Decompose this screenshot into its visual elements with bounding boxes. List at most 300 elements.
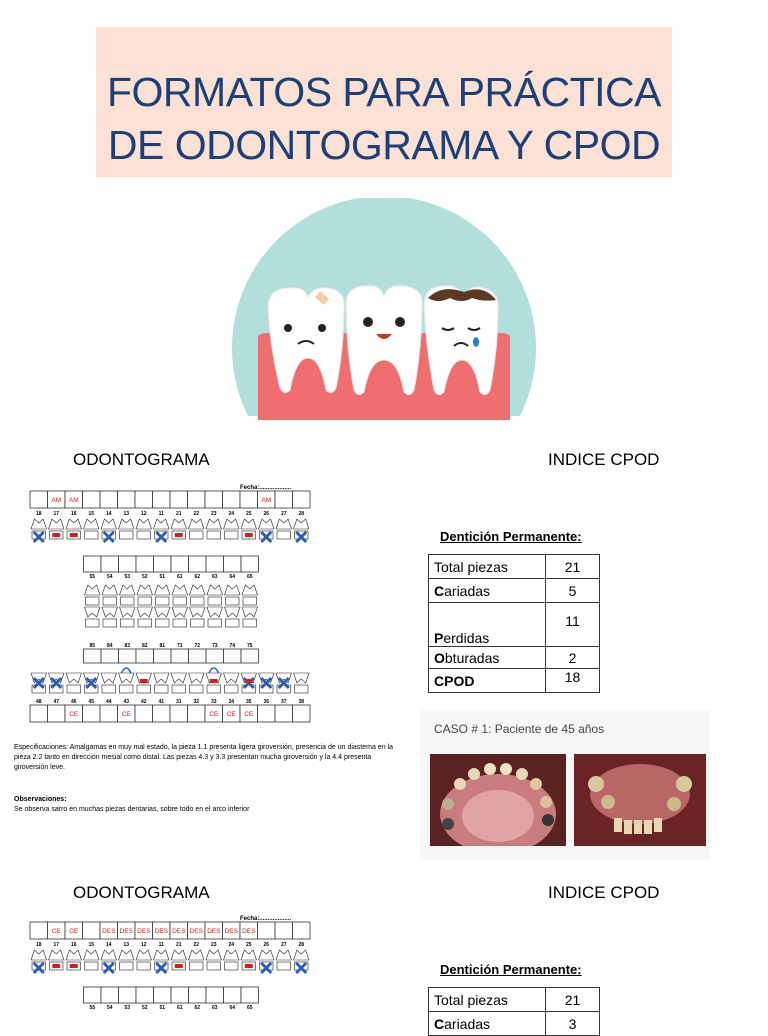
lower-tooth-crown: [171, 673, 187, 683]
tooth-number: 52: [141, 1005, 148, 1011]
deciduous-lower-box-cell: [189, 649, 207, 663]
tooth-number: 26: [263, 511, 270, 517]
title-banner: [96, 27, 672, 177]
upper-tooth-crown: [171, 950, 187, 960]
lower-box-label: CE: [209, 711, 219, 718]
upper-tooth-crown: [276, 950, 292, 960]
deciduous-upper-tooth-surface: [86, 597, 100, 605]
tooth-number: 75: [246, 643, 253, 649]
upper-box-label: DES: [137, 928, 151, 935]
deciduous-lower-tooth-crown: [242, 607, 258, 617]
tooth-number: 61: [176, 574, 183, 580]
upper-tooth-crown: [119, 950, 135, 960]
tooth-number: 28: [298, 942, 305, 948]
deciduous-upper-box-cell: [189, 556, 207, 572]
upper-box-label: DES: [189, 928, 203, 935]
upper-tooth-crown: [84, 950, 100, 960]
deciduous-lower-tooth-crown: [155, 607, 171, 617]
deciduous-upper-tooth-surface: [226, 597, 240, 605]
upper-tooth-crown: [66, 950, 82, 960]
cpod-label-cell: Total piezas: [429, 988, 546, 1012]
tooth-number: 64: [229, 1005, 236, 1011]
tooth-number: 16: [70, 511, 77, 517]
deciduous-lower-tooth-crown: [85, 607, 101, 617]
tooth-number: 13: [123, 942, 130, 948]
lower-tooth-crown: [154, 673, 170, 683]
cpod-value-cell: 11: [546, 603, 600, 647]
tooth-number: 47: [53, 699, 60, 705]
tooth-number: 18: [35, 511, 42, 517]
tooth-number: 21: [175, 511, 182, 517]
upper-tooth-surface: [85, 531, 99, 539]
tooth-number: 55: [89, 574, 96, 580]
deciduous-upper-tooth-surface: [156, 597, 170, 605]
tooth-number: 24: [228, 942, 235, 948]
upper-tooth-crown: [84, 519, 100, 529]
deciduous-lower-box-cell: [154, 649, 172, 663]
rotation-mark: [122, 668, 132, 673]
deciduous-lower-tooth-crown: [120, 607, 136, 617]
deciduous-lower-tooth-surface: [173, 619, 187, 627]
lower-tooth-surface: [102, 685, 116, 693]
lower-arch-photo: [574, 754, 706, 846]
cpod-row: [429, 603, 600, 647]
filling-mark: [140, 679, 148, 683]
tooth-number: 37: [280, 699, 287, 705]
tooth-number: 46: [70, 699, 77, 705]
filling-mark: [175, 964, 183, 968]
upper-box-cell: [153, 491, 171, 508]
deciduous-upper-tooth-surface: [103, 597, 117, 605]
upper-box-cell: [170, 491, 188, 508]
lower-box-cell: [153, 705, 171, 722]
upper-tooth-surface: [207, 962, 221, 970]
filling-mark: [70, 533, 78, 537]
upper-tooth-crown: [259, 950, 275, 960]
upper-tooth-surface: [190, 531, 204, 539]
upper-tooth-surface: [137, 962, 151, 970]
deciduous-upper-box-cell: [119, 987, 137, 1003]
upper-tooth-crown: [49, 519, 65, 529]
upper-tooth-crown: [189, 950, 205, 960]
caso-panel: [420, 710, 710, 860]
denticion-label-1: Dentición Permanente:: [440, 529, 582, 544]
upper-tooth-surface: [225, 531, 239, 539]
cpod-value-cell: 3: [546, 1012, 600, 1036]
upper-box-label: CE: [51, 928, 61, 935]
deciduous-upper-box-cell: [224, 987, 242, 1003]
deciduous-upper-box-cell: [154, 987, 172, 1003]
cpod-row: [429, 579, 600, 603]
lower-box-cell: [258, 705, 276, 722]
deciduous-upper-tooth-surface: [243, 597, 257, 605]
lower-box-cell: [83, 705, 101, 722]
lower-tooth-crown: [66, 673, 82, 683]
cpod-value-cell: 2: [546, 647, 600, 669]
upper-box-label: DES: [154, 928, 168, 935]
upper-tooth-crown: [66, 519, 82, 529]
deciduous-upper-box-cell: [171, 556, 189, 572]
upper-tooth-crown: [154, 950, 170, 960]
cpod-table-1: [428, 554, 600, 693]
cpod-value-cell: 5: [546, 579, 600, 603]
lower-box-cell: [275, 705, 293, 722]
deciduous-upper-tooth-surface: [191, 597, 205, 605]
observaciones-text: Se observa sarro en muchas piezas dentarias, sobre todo en el arco inferior: [14, 806, 250, 813]
filling-mark: [245, 679, 253, 683]
tooth-number: 62: [194, 1005, 201, 1011]
tooth-number: 54: [106, 574, 113, 580]
tooth-number: 27: [280, 511, 287, 517]
tooth-number: 18: [35, 942, 42, 948]
deciduous-lower-tooth-surface: [208, 619, 222, 627]
lower-tooth-surface: [172, 685, 186, 693]
upper-tooth-surface: [85, 962, 99, 970]
upper-tooth-crown: [189, 519, 205, 529]
tooth-number: 23: [210, 942, 217, 948]
upper-box-label: AM: [51, 497, 62, 504]
tooth-number: 38: [298, 699, 305, 705]
cpod-label-cell: Obturadas: [429, 647, 546, 669]
upper-box-cell: [275, 922, 293, 939]
filling-mark: [70, 964, 78, 968]
deciduous-upper-tooth-crown: [85, 585, 101, 595]
upper-box-label: DES: [224, 928, 238, 935]
cpod-label-cell: Cariadas: [429, 1012, 546, 1036]
deciduous-lower-tooth-surface: [86, 619, 100, 627]
odontograma-heading-2: ODONTOGRAMA: [73, 883, 210, 902]
odontogram-chart-1: [20, 483, 340, 725]
deciduous-lower-tooth-crown: [225, 607, 241, 617]
tooth-number: 83: [124, 643, 131, 649]
tooth-number: 13: [123, 511, 130, 517]
tooth-number: 84: [106, 643, 113, 649]
deciduous-lower-tooth-surface: [156, 619, 170, 627]
fecha-label: Fecha:...................: [240, 916, 292, 922]
deciduous-upper-box-cell: [224, 556, 242, 572]
cpod-heading-2: INDICE CPOD: [548, 883, 660, 902]
upper-box-cell: [258, 922, 276, 939]
tooth-number: 61: [176, 1005, 183, 1011]
deciduous-lower-box-cell: [136, 649, 154, 663]
tooth-number: 65: [246, 574, 253, 580]
upper-box-cell: [118, 491, 136, 508]
tooth-number: 65: [246, 1005, 253, 1011]
upper-arch-photo: [430, 754, 566, 846]
upper-box-label: AM: [68, 497, 79, 504]
tooth-number: 43: [123, 699, 130, 705]
tooth-number: 85: [89, 643, 96, 649]
rotation-mark: [209, 668, 219, 673]
tooth-number: 34: [228, 699, 235, 705]
upper-tooth-surface: [207, 531, 221, 539]
upper-box-cell: [223, 491, 241, 508]
cpod-label-cell: Total piezas: [429, 555, 546, 579]
deciduous-lower-tooth-surface: [121, 619, 135, 627]
upper-tooth-surface: [137, 531, 151, 539]
tooth-number: 16: [70, 942, 77, 948]
deciduous-upper-tooth-crown: [102, 585, 118, 595]
tooth-number: 48: [35, 699, 42, 705]
upper-box-cell: [275, 491, 293, 508]
tooth-number: 23: [210, 511, 217, 517]
tooth-number: 35: [245, 699, 252, 705]
filling-mark: [245, 533, 253, 537]
tooth-number: 73: [211, 643, 218, 649]
tooth-number: 74: [229, 643, 236, 649]
upper-box-label: DES: [207, 928, 221, 935]
deciduous-lower-tooth-surface: [138, 619, 152, 627]
title-line-2: DE ODONTOGRAMA Y CPOD: [107, 122, 661, 168]
tooth-number: 63: [211, 574, 218, 580]
observaciones-label: Observaciones:: [14, 796, 67, 803]
tooth-number: 51: [159, 574, 166, 580]
tooth-number: 31: [175, 699, 182, 705]
tooth-number: 11: [158, 942, 164, 948]
tooth-number: 71: [176, 643, 183, 649]
upper-box-cell: [188, 491, 206, 508]
deciduous-upper-box-cell: [84, 556, 102, 572]
deciduous-upper-tooth-crown: [225, 585, 241, 595]
cpod-heading-1: INDICE CPOD: [548, 450, 660, 469]
lower-box-cell: [100, 705, 118, 722]
upper-box-cell: [30, 491, 48, 508]
upper-tooth-surface: [190, 962, 204, 970]
deciduous-upper-box-cell: [206, 556, 224, 572]
lower-box-label: CE: [69, 711, 79, 718]
lower-box-label: CE: [121, 711, 131, 718]
deciduous-upper-tooth-crown: [207, 585, 223, 595]
tooth-number: 14: [105, 942, 112, 948]
upper-tooth-surface: [120, 962, 134, 970]
upper-tooth-crown: [259, 519, 275, 529]
deciduous-lower-tooth-surface: [243, 619, 257, 627]
tooth-number: 51: [159, 1005, 166, 1011]
filling-mark: [52, 964, 60, 968]
deciduous-lower-tooth-crown: [102, 607, 118, 617]
fecha-label: Fecha:...................: [240, 485, 292, 491]
upper-box-label: DES: [119, 928, 133, 935]
lower-tooth-crown: [101, 673, 117, 683]
filling-mark: [210, 679, 218, 683]
deciduous-lower-box-cell: [171, 649, 189, 663]
deciduous-lower-box-cell: [84, 649, 102, 663]
tooth-number: 26: [263, 942, 270, 948]
tooth-number: 53: [124, 1005, 131, 1011]
deciduous-upper-box-cell: [101, 987, 119, 1003]
deciduous-lower-tooth-surface: [191, 619, 205, 627]
deciduous-lower-box-cell: [224, 649, 242, 663]
cpod-label-cell: Perdidas: [429, 603, 546, 647]
lower-box-cell: [170, 705, 188, 722]
upper-tooth-crown: [206, 519, 222, 529]
upper-box-label: CE: [69, 928, 79, 935]
deciduous-lower-tooth-crown: [207, 607, 223, 617]
cpod-row: [429, 555, 600, 579]
deciduous-upper-box-cell: [136, 987, 154, 1003]
teeth-illustration: [228, 198, 540, 420]
title-line-1: FORMATOS PARA PRÁCTICA: [107, 69, 661, 115]
upper-tooth-crown: [224, 950, 240, 960]
tooth-number: 21: [175, 942, 182, 948]
lower-tooth-surface: [207, 685, 221, 693]
lower-tooth-surface: [190, 685, 204, 693]
tooth-number: 14: [105, 511, 112, 517]
denticion-label-2: Dentición Permanente:: [440, 962, 582, 977]
upper-tooth-crown: [224, 519, 240, 529]
tooth-number: 25: [245, 511, 252, 517]
especificaciones-text: Especificaciones: Amalgamas en muy mal estado, la pieza 1.1 presenta ligera giroversión, presencia de un diastema en la pieza 2.2 tanto en dirección mesial como distal. Las piezas 4.3 y 3.3 presentan mucha giroversión y la 4.4 presenta giroversión leve.: [14, 744, 393, 771]
tooth-number: 27: [280, 942, 287, 948]
deciduous-upper-box-cell: [189, 987, 207, 1003]
upper-box-label: DES: [172, 928, 186, 935]
deciduous-lower-box-cell: [119, 649, 137, 663]
lower-tooth-surface: [225, 685, 239, 693]
deciduous-upper-box-cell: [241, 987, 259, 1003]
cpod-label-cell: Cariadas: [429, 579, 546, 603]
deciduous-upper-box-cell: [171, 987, 189, 1003]
upper-box-label: DES: [242, 928, 256, 935]
tooth-number: 54: [106, 1005, 113, 1011]
upper-box-cell: [83, 922, 101, 939]
odontogram-chart-2: [20, 914, 340, 1024]
upper-tooth-crown: [31, 950, 47, 960]
filling-mark: [175, 533, 183, 537]
upper-tooth-crown: [101, 519, 117, 529]
deciduous-upper-tooth-surface: [173, 597, 187, 605]
tooth-number: 17: [53, 511, 60, 517]
cpod-value-cell: 21: [546, 988, 600, 1012]
upper-tooth-crown: [49, 950, 65, 960]
tooth-number: 42: [140, 699, 147, 705]
tooth-number: 15: [88, 942, 95, 948]
lower-tooth-surface: [67, 685, 81, 693]
upper-tooth-surface: [225, 962, 239, 970]
deciduous-lower-box-cell: [101, 649, 119, 663]
deciduous-lower-tooth-crown: [190, 607, 206, 617]
tooth-number: 17: [53, 942, 60, 948]
deciduous-upper-tooth-crown: [172, 585, 188, 595]
filling-mark: [245, 964, 253, 968]
cpod-value-cell: 18: [546, 669, 600, 693]
upper-box-cell: [205, 491, 223, 508]
upper-tooth-surface: [120, 531, 134, 539]
tooth-number: 25: [245, 942, 252, 948]
upper-box-cell: [293, 491, 311, 508]
tooth-number: 33: [210, 699, 217, 705]
deciduous-lower-tooth-crown: [137, 607, 153, 617]
tooth-number: 22: [193, 511, 200, 517]
tooth-number: 82: [141, 643, 148, 649]
upper-tooth-crown: [136, 519, 152, 529]
cpod-row: [429, 647, 600, 669]
upper-tooth-crown: [101, 950, 117, 960]
deciduous-lower-tooth-surface: [226, 619, 240, 627]
deciduous-upper-box-cell: [241, 556, 259, 572]
deciduous-upper-box-cell: [154, 556, 172, 572]
tooth-number: 63: [211, 1005, 218, 1011]
tooth-number: 22: [193, 942, 200, 948]
deciduous-upper-box-cell: [206, 987, 224, 1003]
tooth-number: 62: [194, 574, 201, 580]
cpod-label-cell: CPOD: [429, 669, 546, 693]
cpod-row: [429, 669, 600, 693]
lower-box-cell: [293, 705, 311, 722]
odontograma-heading-1: ODONTOGRAMA: [73, 450, 210, 469]
deciduous-upper-tooth-crown: [155, 585, 171, 595]
deciduous-upper-box-cell: [101, 556, 119, 572]
deciduous-upper-tooth-crown: [120, 585, 136, 595]
deciduous-upper-box-cell: [119, 556, 137, 572]
upper-tooth-surface: [277, 531, 291, 539]
deciduous-upper-tooth-crown: [137, 585, 153, 595]
lower-tooth-crown: [294, 673, 310, 683]
lower-box-label: CE: [244, 711, 254, 718]
deciduous-lower-tooth-surface: [103, 619, 117, 627]
upper-tooth-crown: [276, 519, 292, 529]
deciduous-upper-tooth-surface: [208, 597, 222, 605]
upper-box-cell: [83, 491, 101, 508]
cpod-row: [429, 988, 600, 1012]
upper-box-label: DES: [102, 928, 116, 935]
upper-tooth-crown: [206, 950, 222, 960]
lower-tooth-surface: [120, 685, 134, 693]
deciduous-upper-tooth-surface: [121, 597, 135, 605]
tooth-number: 12: [140, 511, 147, 517]
lower-tooth-crown: [224, 673, 240, 683]
deciduous-upper-tooth-surface: [138, 597, 152, 605]
tooth-number: 44: [105, 699, 112, 705]
tooth-number: 72: [194, 643, 201, 649]
upper-tooth-crown: [294, 950, 310, 960]
upper-tooth-crown: [241, 519, 257, 529]
upper-box-cell: [293, 922, 311, 939]
lower-box-cell: [48, 705, 66, 722]
tooth-number: 28: [298, 511, 305, 517]
lower-box-cell: [30, 705, 48, 722]
tooth-number: 55: [89, 1005, 96, 1011]
upper-box-cell: [135, 491, 153, 508]
deciduous-upper-box-cell: [84, 987, 102, 1003]
upper-box-cell: [30, 922, 48, 939]
tooth-number: 45: [88, 699, 95, 705]
deciduous-upper-box-cell: [136, 556, 154, 572]
lower-box-cell: [188, 705, 206, 722]
upper-tooth-crown: [294, 519, 310, 529]
upper-tooth-crown: [119, 519, 135, 529]
deciduous-lower-tooth-crown: [172, 607, 188, 617]
tooth-number: 36: [263, 699, 270, 705]
deciduous-lower-box-cell: [241, 649, 259, 663]
cpod-value-cell: 21: [546, 555, 600, 579]
deciduous-lower-box-cell: [206, 649, 224, 663]
cpod-table-2: [428, 987, 600, 1036]
lower-tooth-crown: [119, 673, 135, 683]
upper-tooth-crown: [136, 950, 152, 960]
lower-tooth-surface: [137, 685, 151, 693]
tooth-number: 24: [228, 511, 235, 517]
upper-tooth-crown: [31, 519, 47, 529]
lower-tooth-crown: [189, 673, 205, 683]
upper-box-cell: [100, 491, 118, 508]
upper-box-label: AM: [261, 497, 272, 504]
upper-box-cell: [240, 491, 258, 508]
tooth-number: 12: [140, 942, 147, 948]
tooth-number: 64: [229, 574, 236, 580]
lower-box-cell: [135, 705, 153, 722]
tooth-number: 52: [141, 574, 148, 580]
tooth-number: 41: [158, 699, 165, 705]
